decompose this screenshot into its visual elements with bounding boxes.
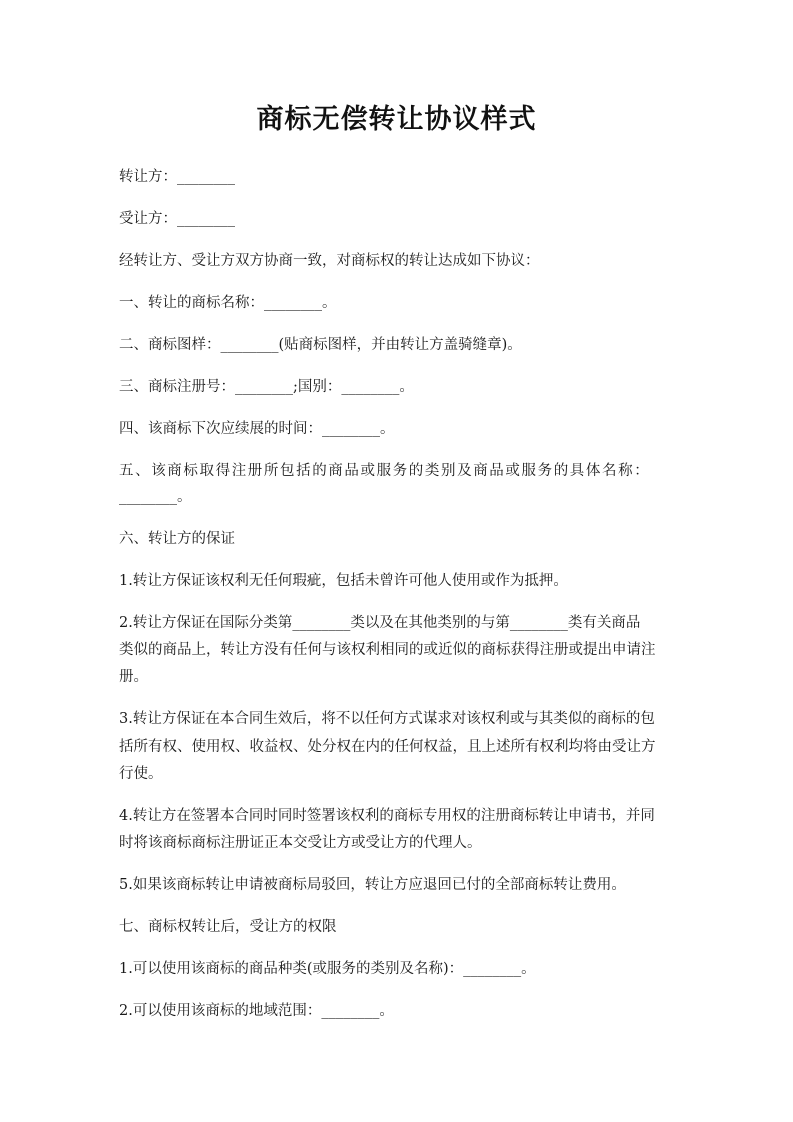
clause-1: 一、转让的商标名称：________。 [119,295,337,311]
warranty-3-line-3: 行使。 [119,766,163,782]
clause-3: 三、商标注册号：________;国别：________。 [119,379,414,395]
transferor-line: 转让方：________ [119,169,235,185]
clause-5-line-2: ________。 [119,489,192,505]
clause-5-line-1: 五、该商标取得注册所包括的商品或服务的类别及商品或服务的具体名称： [119,463,651,479]
warranty-2-line-1: 2.转让方保证在国际分类第________类以及在其他类别的与第________类有关商品 [119,615,641,631]
clause-2: 二、商标图样：________(贴商标图样，并由转让方盖骑缝章)。 [119,337,522,353]
section-7-heading: 七、商标权转让后，受让方的权限 [119,919,337,935]
clause-4: 四、该商标下次应续展的时间：________。 [119,421,395,437]
transferee-line: 受让方：________ [119,211,235,227]
warranty-3-line-2: 括所有权、使用权、收益权、处分权在内的任何权益，且上述所有权利均将由受让方 [119,739,656,755]
warranty-2-line-3: 册。 [119,669,148,685]
warranty-4-line-2: 时将该商标商标注册证正本交受让方或受让方的代理人。 [119,835,482,851]
warranty-1: 1.转让方保证该权利无任何瑕疵，包括未曾许可他人使用或作为抵押。 [119,573,568,589]
warranty-3-line-1: 3.转让方保证在本合同生效后，将不以任何方式谋求对该权利或与其类似的商标的包 [119,711,655,727]
document-title: 商标无偿转让协议样式 [256,104,537,135]
warranty-2-line-2: 类似的商品上，转让方没有任何与该权利相同的或近似的商标获得注册或提出申请注 [119,642,656,658]
preamble: 经转让方、受让方双方协商一致，对商标权的转让达成如下协议： [119,253,540,269]
section-6-heading: 六、转让方的保证 [119,531,235,547]
right-2: 2.可以使用该商标的地域范围：________。 [119,1003,394,1019]
warranty-4-line-1: 4.转让方在签署本合同时同时签署该权利的商标专用权的注册商标转让申请书，并同 [119,808,655,824]
warranty-5: 5.如果该商标转让申请被商标局驳回，转让方应退回已付的全部商标转让费用。 [119,877,626,893]
right-1: 1.可以使用该商标的商品种类(或服务的类别及名称)：________。 [119,961,536,977]
